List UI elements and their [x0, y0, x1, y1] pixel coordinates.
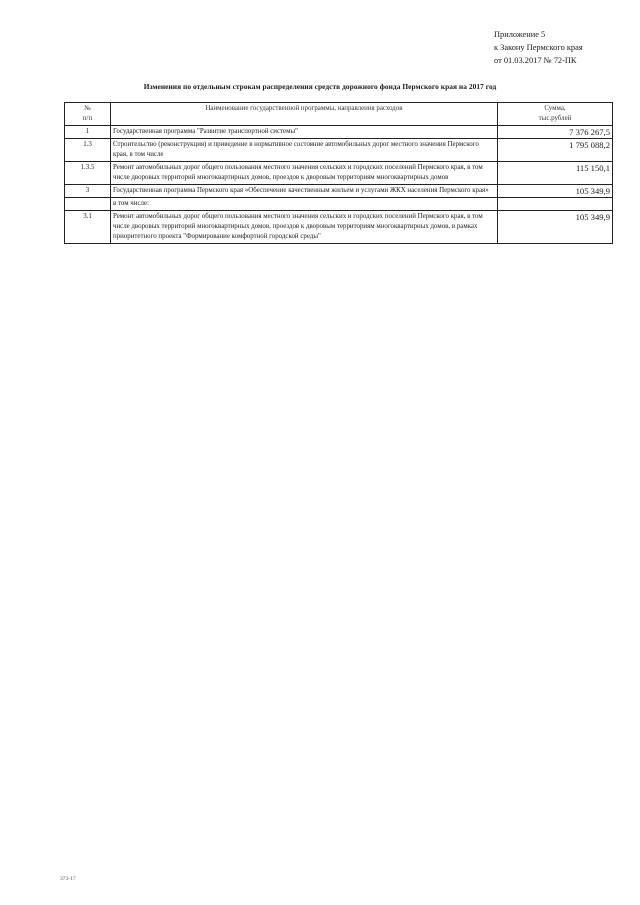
row-name: Строительство (реконструкция) и приведение в нормативное состояние автомобильных дорог местного значения Пермского края, в том числе [111, 139, 498, 162]
header-amount-line-1: Сумма, [544, 105, 566, 112]
row-number: 3 [65, 185, 111, 198]
header-name: Наименование государственной программы, направления расходов [111, 103, 498, 126]
row-amount: 105 349,9 [498, 211, 613, 244]
appendix-line-1: Приложение 5 [494, 30, 546, 39]
table-row [65, 185, 613, 198]
row-number: 3.1 [65, 211, 111, 244]
page-footer-code: 373-17 [60, 876, 76, 882]
table-row [65, 211, 613, 244]
header-number-line-2: п/п [82, 115, 93, 122]
table-row [65, 198, 613, 211]
row-amount: 1 795 088,2 [498, 139, 613, 162]
appendix-line-2: к Закону Пермского края [494, 43, 583, 52]
row-amount: 115 150,1 [498, 162, 613, 185]
document-title: Изменения по отдельным строкам распределения средств дорожного фонда Пермского края на 2017 год [143, 82, 497, 91]
row-number [65, 198, 111, 211]
header-amount-line-2: тыс.рублей [538, 115, 572, 122]
row-number: 1 [65, 126, 111, 139]
row-amount: 7 376 267,5 [498, 126, 613, 139]
row-name: Государственная программа Пермского края «Обеспечение качественным жильем и услугами ЖКХ населения Пермского края» [111, 185, 498, 198]
row-number: 1.3 [65, 139, 111, 162]
row-name: Государственная программа "Развитие транспортной системы" [111, 126, 498, 139]
row-number: 1.3.5 [65, 162, 111, 185]
header-number [65, 103, 111, 126]
row-name: Ремонт автомобильных дорог общего пользования местного значения сельских и городских поселений Пермского края, в том числе дворовых территорий многоквартирных домов, проездов к дворовым территориям многоквартирных домов, в рамках приоритетного проекта "Формирование комфортной городской среды" [111, 211, 498, 244]
row-name: в том числе: [111, 198, 498, 211]
table-row [65, 126, 613, 139]
table-row [65, 162, 613, 185]
table-header-row [65, 103, 613, 126]
row-name: Ремонт автомобильных дорог общего пользования местного значения сельских и городских поселений Пермского края, в том числе дворовых территорий многоквартирных домов, проездов к дворовым территориям многоквартирных домов [111, 162, 498, 185]
appendix-note [494, 28, 583, 67]
funding-table [64, 102, 613, 244]
table-row [65, 139, 613, 162]
row-amount [498, 198, 613, 211]
header-amount [498, 103, 613, 126]
appendix-line-3: от 01.03.2017 № 72-ПК [494, 56, 577, 65]
row-amount: 105 349,9 [498, 185, 613, 198]
header-number-line-1: № [84, 105, 91, 112]
